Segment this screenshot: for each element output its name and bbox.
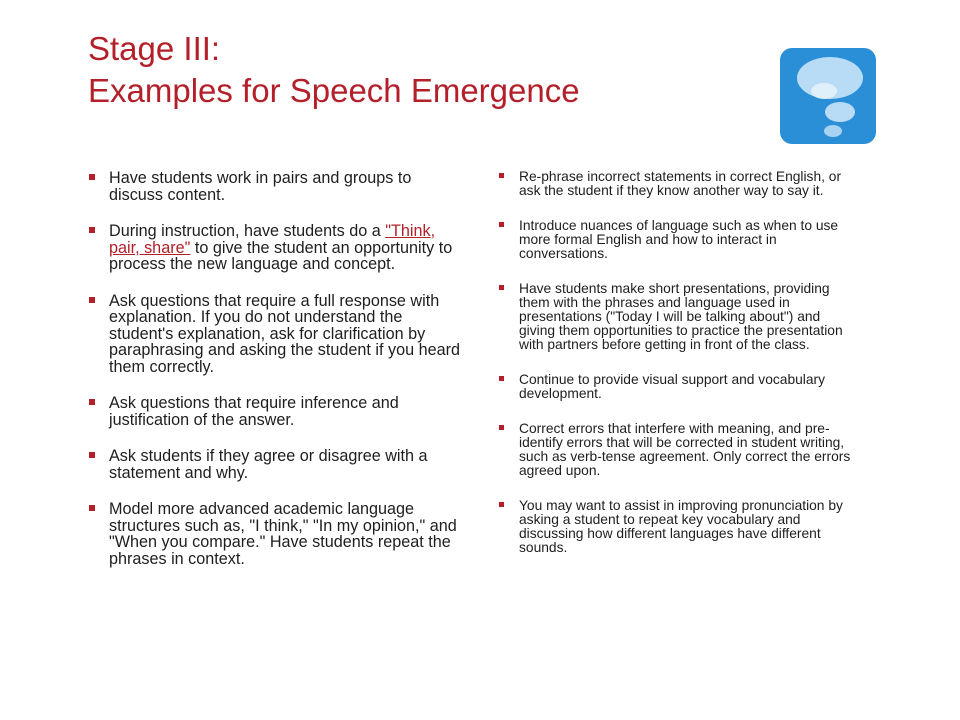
list-item [498, 499, 860, 555]
bullet-square-icon [89, 227, 95, 233]
bullet-text: Ask questions that require a full response with explanation. If you do not understand the student's explanation, ask for clarification by paraphrasing and asking the student if you heard them correctly. [109, 291, 460, 376]
bullet-text: Have students make short presentations, providing them with the phrases and language used in presentations ("Today I will be talking about") and giving them opportunities to practice the presentation with partners before getting in front of the class. [519, 281, 843, 352]
think-pair-share-link[interactable]: "Think, pair, share" [109, 222, 436, 257]
speech-bubble-question-icon [780, 48, 876, 144]
list-item [498, 170, 860, 198]
list-item [88, 223, 460, 273]
slide-title-line-1: Stage III: [88, 30, 221, 67]
list-item [498, 219, 860, 261]
list-item [498, 373, 860, 401]
list-item [88, 448, 460, 481]
bullet-square-icon [499, 285, 504, 290]
bullet-text: Model more advanced academic language structures such as, "I think," "In my opinion," and "When you compare." Have students repeat the phrases in context. [109, 500, 457, 568]
bullet-text: Ask questions that require inference and justification of the answer. [109, 394, 399, 429]
right-bullet-list [498, 170, 860, 576]
list-item [498, 282, 860, 352]
bullet-text: Re-phrase incorrect statements in correct English, or ask the student if they know another way to say it. [519, 169, 842, 198]
bullet-square-icon [89, 297, 95, 303]
bullet-text: Correct errors that interfere with meaning, and pre-identify errors that will be corrected in student writing, such as verb-tense agreement. Only correct the errors agreed upon. [519, 421, 851, 478]
bullet-text-before: During instruction, have students do a [109, 222, 386, 240]
bullet-text: Continue to provide visual support and vocabulary development. [519, 372, 826, 401]
bullet-square-icon [499, 173, 504, 178]
bullet-square-icon [89, 174, 95, 180]
bullet-text: You may want to assist in improving pronunciation by asking a student to repeat key vocabulary and discussing how different languages have different sounds. [519, 498, 843, 555]
bullet-square-icon [89, 505, 95, 511]
list-item [498, 422, 860, 478]
bullet-square-icon [499, 502, 504, 507]
list-item [88, 170, 460, 203]
bullet-text: Ask students if they agree or disagree with a statement and why. [109, 447, 428, 482]
bullet-text: Introduce nuances of language such as when to use more formal English and how to interact in conversations. [519, 218, 839, 261]
bullet-text-after: to give the student an opportunity to process the new language and concept. [109, 238, 453, 273]
left-bullet-list [88, 170, 460, 587]
bullet-square-icon [89, 399, 95, 405]
bullet-square-icon [499, 425, 504, 430]
list-item [88, 395, 460, 428]
slide-title-line-2: Examples for Speech Emergence [88, 72, 580, 109]
bullet-text: Have students work in pairs and groups to discuss content. [109, 169, 412, 204]
slide-title [88, 28, 748, 112]
bullet-square-icon [89, 452, 95, 458]
list-item [88, 293, 460, 376]
bullet-square-icon [499, 222, 504, 227]
bullet-square-icon [499, 376, 504, 381]
list-item [88, 501, 460, 567]
